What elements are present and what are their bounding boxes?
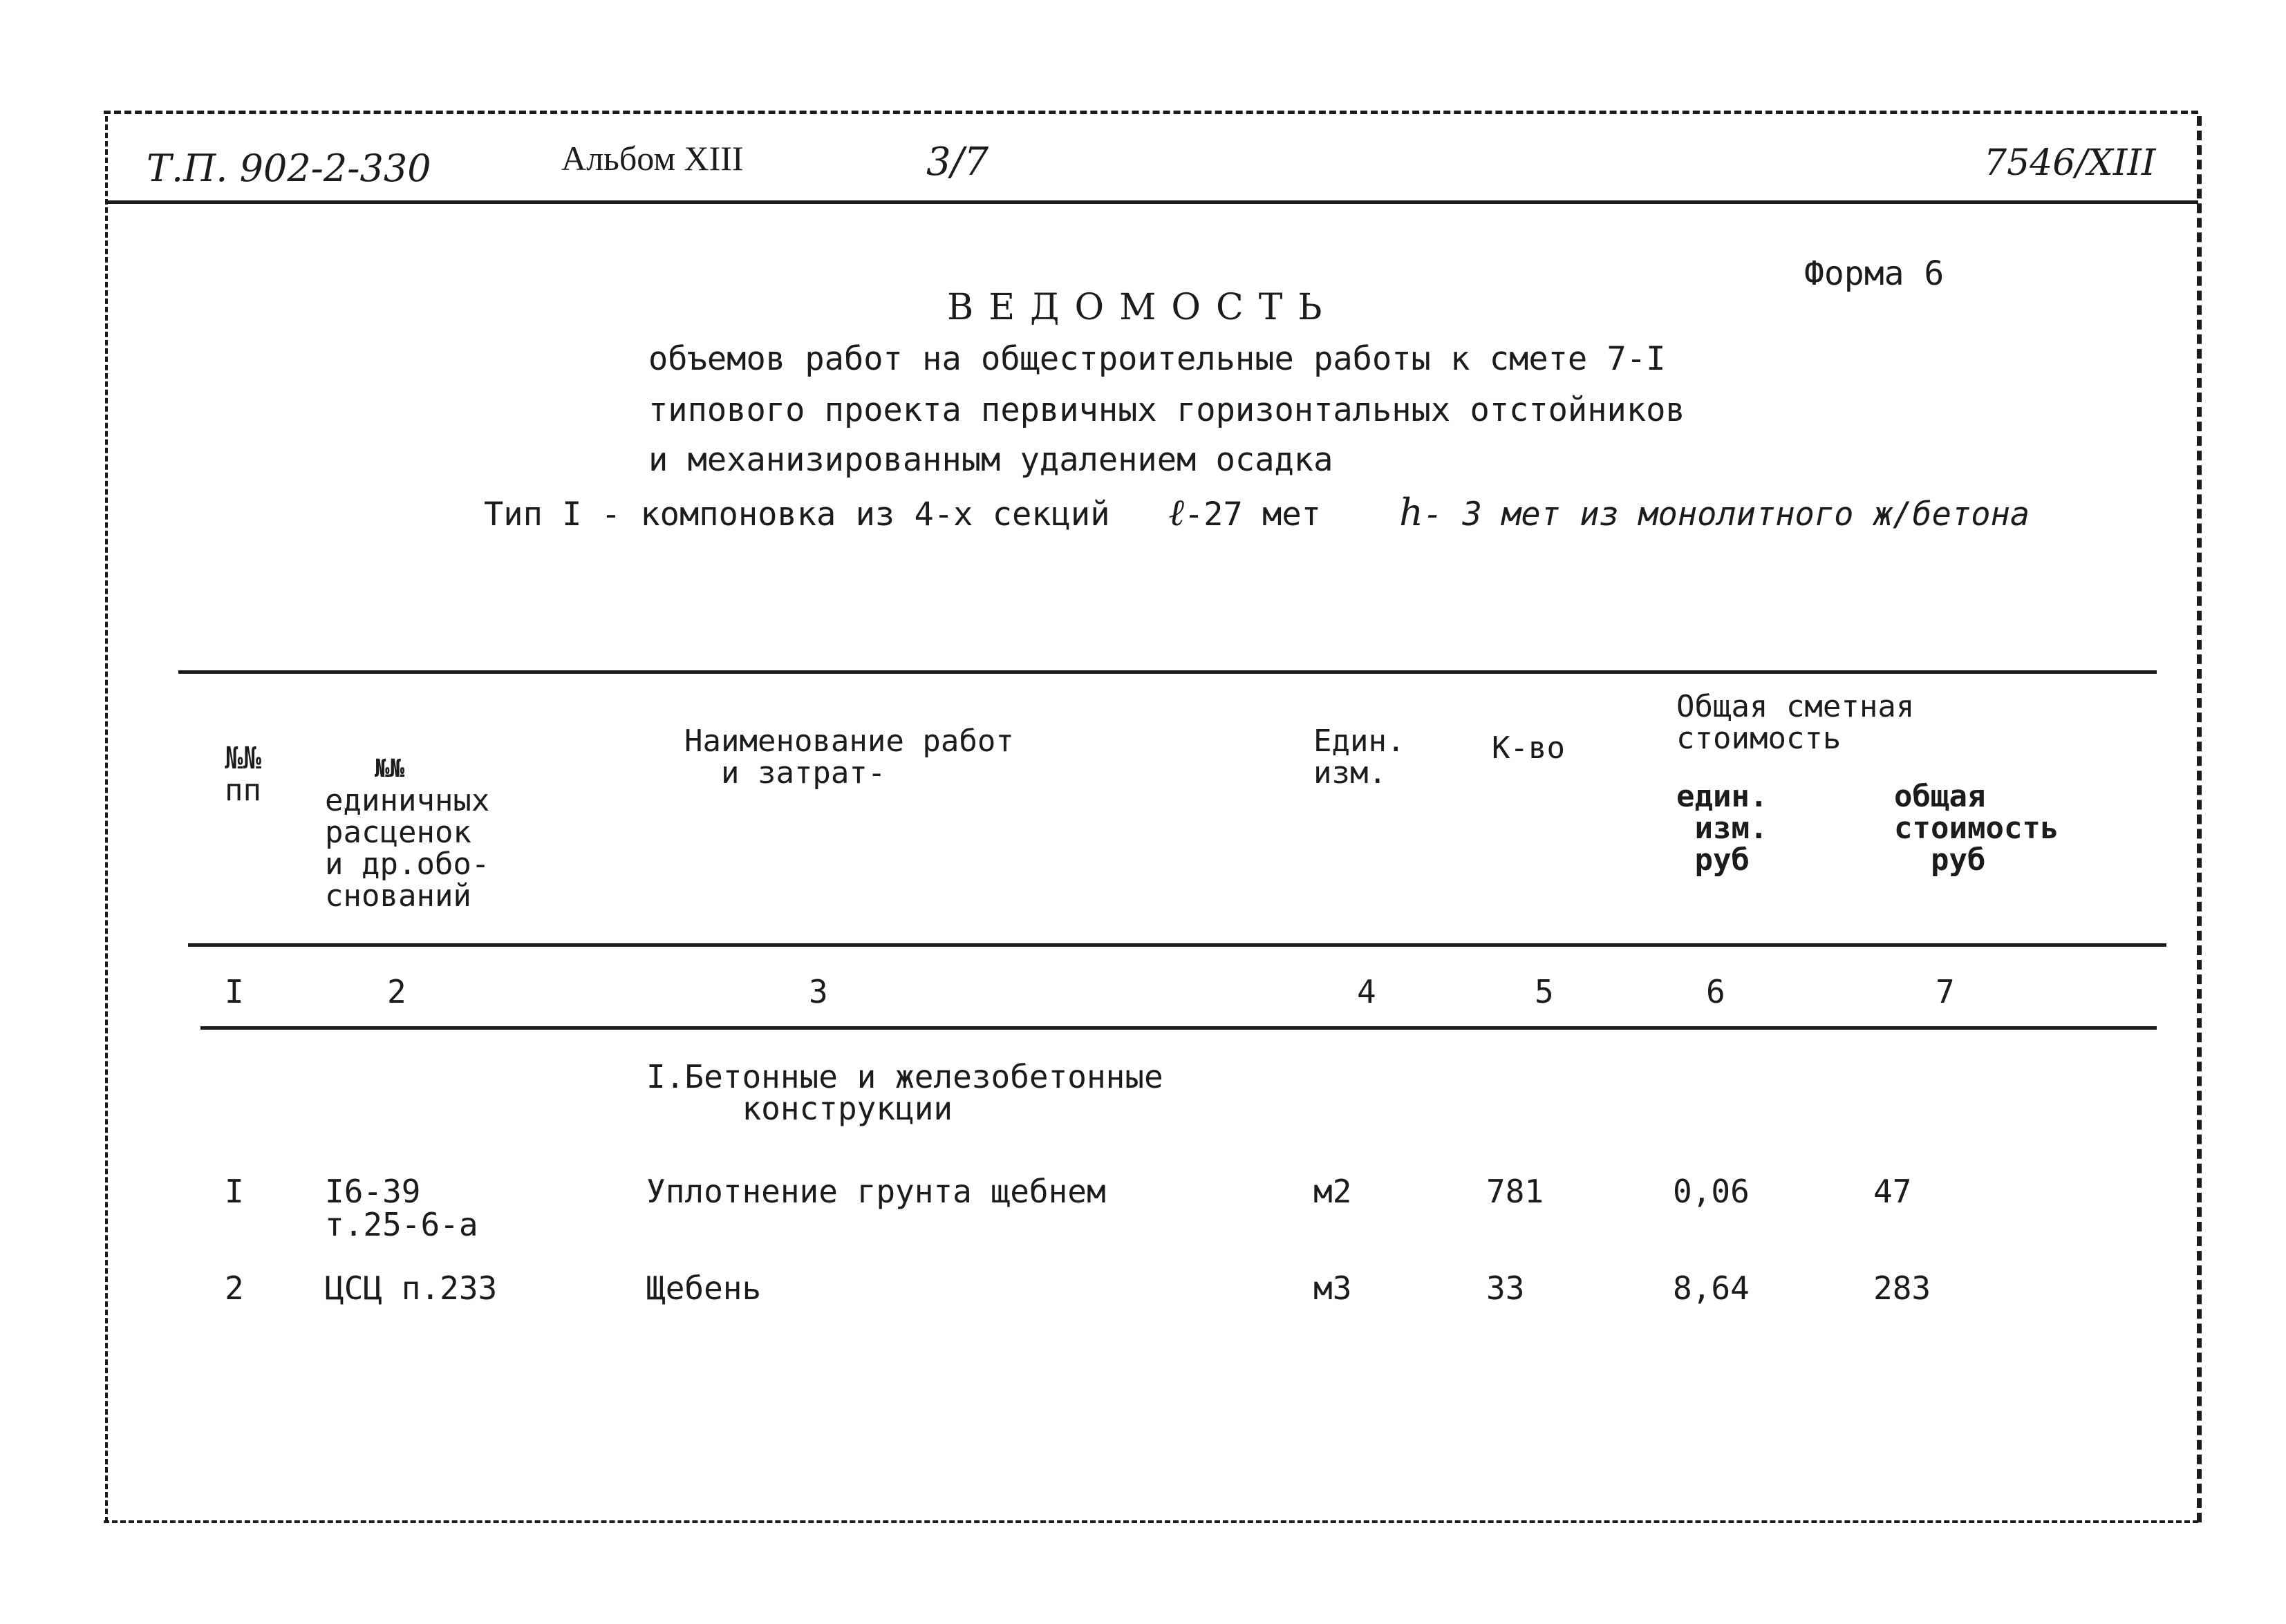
type-layout-text: Тип I - компоновка из 4-х секций xyxy=(484,495,1110,534)
section-title: I.Бетонные и железобетонные конструкции xyxy=(646,1058,1163,1127)
column-number: 4 xyxy=(1357,973,1376,1010)
table-header-rule xyxy=(188,943,2166,947)
column-number: 3 xyxy=(809,973,828,1010)
doc-number: Т.П. 902-2-330 xyxy=(147,147,431,190)
row-total: 47 xyxy=(1873,1173,1912,1210)
table-colnum-rule xyxy=(200,1026,2157,1030)
row-qty: 781 xyxy=(1486,1173,1544,1210)
length-value: -27 мет xyxy=(1183,495,1321,534)
header-code xyxy=(325,690,489,912)
row-unit-cost: 0,06 xyxy=(1673,1173,1750,1210)
album-label: Альбом XIII xyxy=(561,139,744,178)
column-number: 2 xyxy=(387,973,406,1010)
height-value: - 3 мет из монолитного ж/бетона xyxy=(1423,495,2030,534)
column-number: I xyxy=(225,973,244,1010)
header-cost-unit: един. изм. руб xyxy=(1676,779,1768,878)
header-cost-group: Общая сметная стоимость xyxy=(1676,689,1915,756)
form-label: Форма 6 xyxy=(1804,254,1945,293)
table-top-rule xyxy=(178,670,2157,674)
row-name: Щебень xyxy=(646,1269,762,1307)
row-qty: 33 xyxy=(1486,1269,1525,1307)
subtitle-line-1: объемов работ на общестроительные работы к смете 7-I xyxy=(648,340,1666,378)
row-unit: м3 xyxy=(1313,1269,1352,1307)
frame-top-border xyxy=(104,111,2198,114)
subtitle-line-3: и механизированным удалением осадка xyxy=(648,441,1333,479)
row-total: 283 xyxy=(1873,1269,1931,1307)
height-symbol: h xyxy=(1399,491,1423,534)
subtitle-line-4 xyxy=(484,491,2030,534)
frame-bottom-border xyxy=(104,1520,2198,1523)
header-cost-total: общая стоимость руб xyxy=(1894,779,2059,878)
row-unit: м2 xyxy=(1313,1173,1352,1210)
header-qty: К-во xyxy=(1492,730,1565,766)
header-code-text: единичных расценок и др.обо- снований xyxy=(325,783,490,914)
row-num: I xyxy=(225,1173,244,1210)
header-num: №№ пп xyxy=(225,741,261,808)
header-divider xyxy=(106,200,2198,204)
column-number: 5 xyxy=(1535,973,1554,1010)
frame-right-border xyxy=(2197,116,2202,1522)
row-code: ЦСЦ п.233 xyxy=(325,1269,498,1307)
length-symbol: ℓ xyxy=(1168,491,1184,534)
header-unit: Един. изм. xyxy=(1313,724,1405,791)
sheet-number: 3/7 xyxy=(926,140,989,185)
row-code: I6-39 т.25-6-а xyxy=(325,1173,478,1243)
row-name: Уплотнение грунта щебнем xyxy=(646,1173,1106,1210)
column-number: 7 xyxy=(1936,973,1955,1010)
row-num: 2 xyxy=(225,1269,244,1307)
column-number: 6 xyxy=(1706,973,1725,1010)
header-name: Наименование работ и затрат- xyxy=(684,724,1014,791)
document-title: ВЕДОМОСТЬ xyxy=(947,287,1338,328)
header-code-no: №№ xyxy=(375,755,405,783)
row-unit-cost: 8,64 xyxy=(1673,1269,1750,1307)
subtitle-line-2: типового проекта первичных горизонтальных отстойников xyxy=(648,391,1685,429)
frame-left-border xyxy=(105,116,108,1522)
inventory-number: 7546/XIII xyxy=(1984,142,2156,184)
